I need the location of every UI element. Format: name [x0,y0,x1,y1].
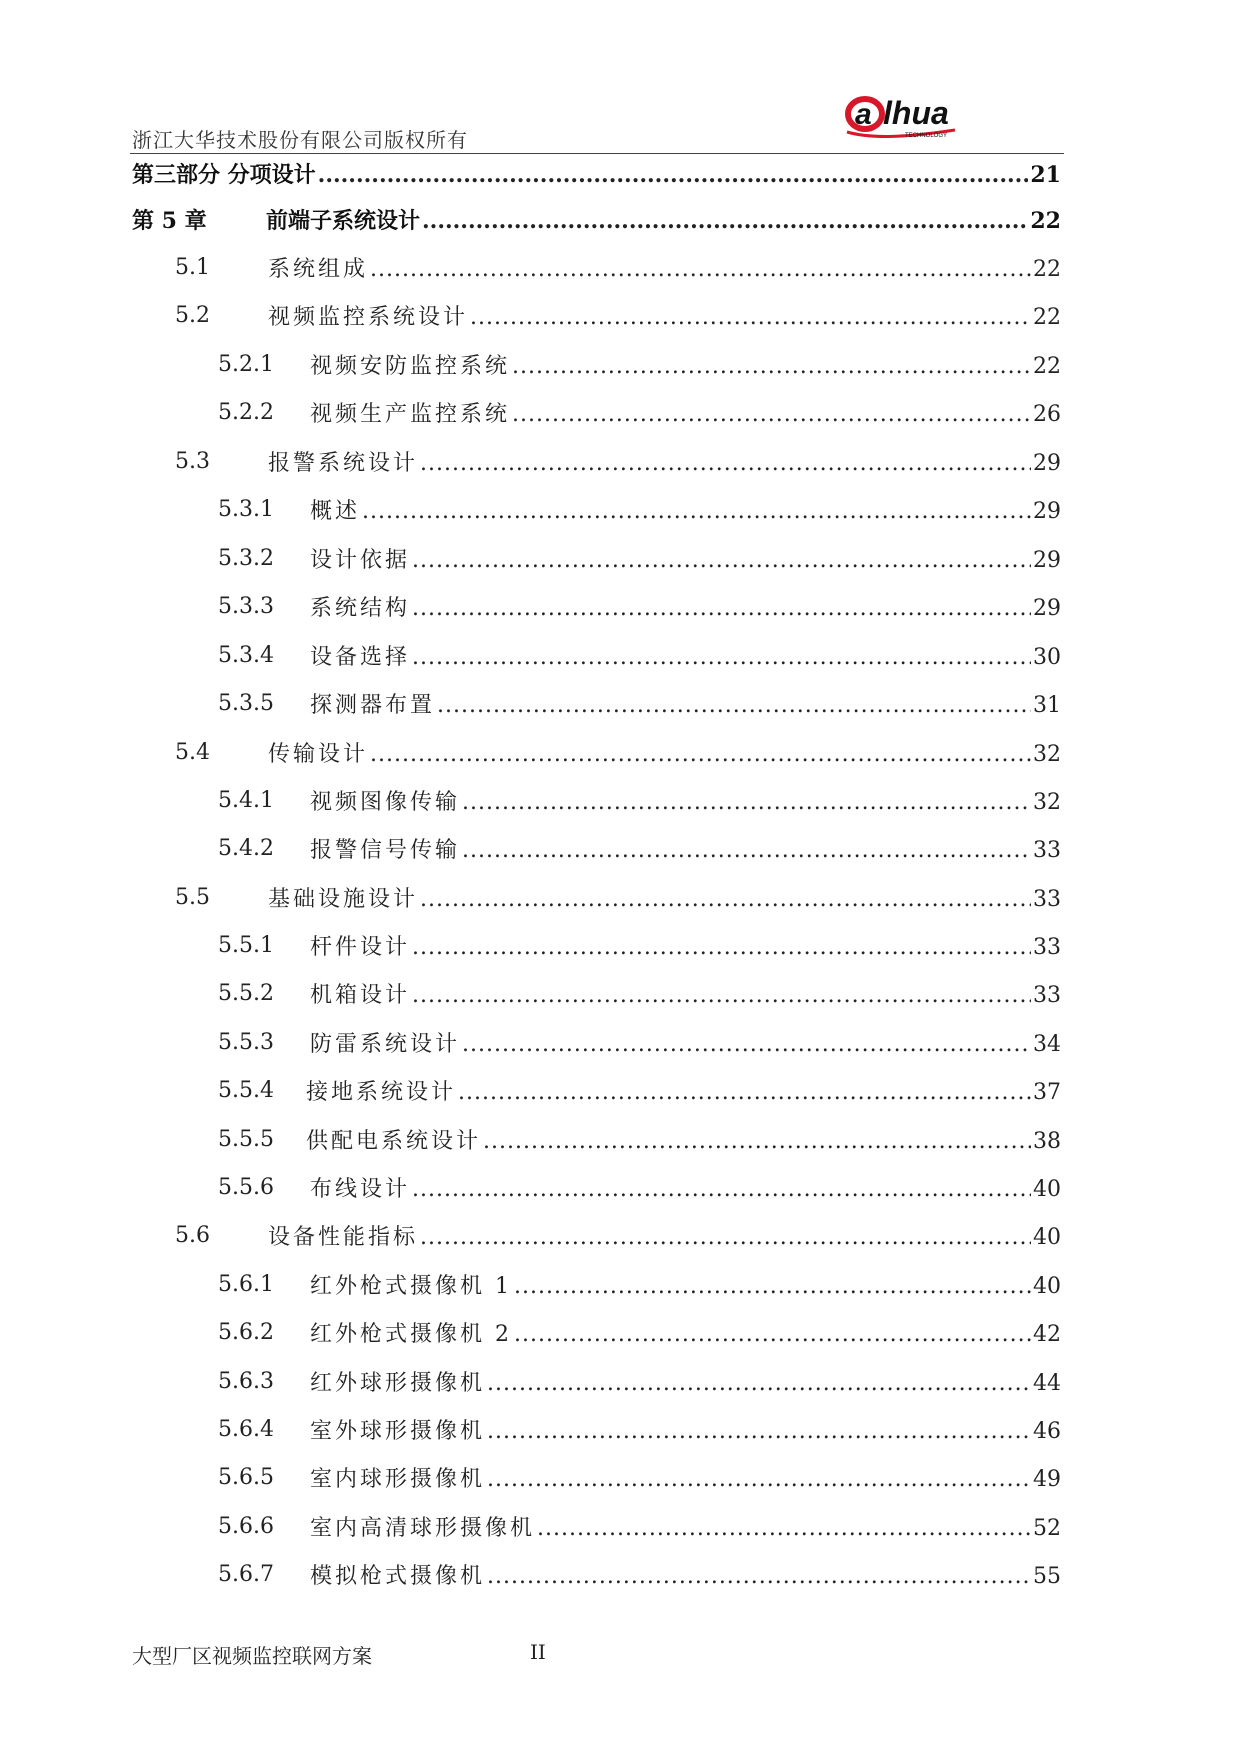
toc-entry-body [310,1414,1061,1445]
toc-title: 探测器布置 [310,692,436,718]
toc-leader [420,1225,1031,1250]
toc-entry[interactable] [0,928,1241,962]
toc-page: 21 [1030,161,1061,188]
toc-number: 5.1 [175,254,210,280]
toc-entry-body [310,591,1061,622]
toc-number: 5.5.6 [218,1174,274,1200]
dahua-logo [845,92,985,142]
toc-number: 5.5.1 [218,932,274,958]
toc-page: 40 [1033,1176,1061,1202]
toc-entry-body [268,252,1061,283]
toc-entry-body [310,930,1061,961]
toc-entry-body [132,158,1061,189]
toc-entry-body [268,882,1061,913]
toc-leader [512,402,1031,427]
toc-leader [420,451,1031,476]
svg-text:TECHNOLOGY: TECHNOLOGY [905,133,948,139]
toc-number: 第 5 章 [132,207,207,234]
toc-title: 视频监控系统设计 [268,304,469,330]
toc-title: 红外球形摄像机 [310,1370,486,1396]
toc-entry[interactable] [0,783,1241,817]
toc-page: 31 [1033,692,1061,718]
toc-page: 33 [1033,982,1061,1008]
toc-page: 40 [1033,1224,1061,1250]
toc-page: 49 [1033,1466,1061,1492]
toc-entry[interactable] [0,1267,1241,1301]
svg-text:lhua: lhua [883,95,949,131]
toc-leader [437,693,1031,718]
toc-number: 5.6.1 [218,1271,274,1297]
toc-number: 5.2.1 [218,351,274,377]
toc-page: 40 [1033,1273,1061,1299]
toc-entry[interactable] [0,156,1241,190]
toc-leader [422,208,1028,234]
toc-entry-body [266,204,1061,235]
toc-entry[interactable] [0,1122,1241,1156]
toc-leader [412,935,1031,960]
toc-number: 5.6.6 [218,1513,274,1539]
toc-entry[interactable] [0,395,1241,429]
toc-title: 第三部分 分项设计 [132,161,316,188]
toc-leader [318,162,1029,188]
toc-entry[interactable] [0,1509,1241,1543]
toc-title: 红外枪式摄像机 2 [310,1321,512,1347]
toc-leader [487,1371,1031,1396]
toc-entry[interactable] [0,686,1241,720]
toc-page: 22 [1030,207,1061,234]
toc-entry-body [310,1027,1061,1058]
toc-title: 报警系统设计 [268,450,419,476]
toc-entry[interactable] [0,541,1241,575]
toc-leader [412,983,1031,1008]
toc-entry[interactable] [0,1315,1241,1349]
toc-entry-body [268,300,1061,331]
toc-page: 32 [1033,741,1061,767]
header-rule [130,153,1064,154]
toc-title: 视频安防监控系统 [310,353,511,379]
toc-title: 传输设计 [268,741,369,767]
toc-page: 29 [1033,547,1061,573]
toc-leader [487,1419,1031,1444]
toc-entry[interactable] [0,976,1241,1010]
toc-page: 37 [1033,1079,1061,1105]
toc-entry[interactable] [0,1073,1241,1107]
toc-number: 5.3.2 [218,545,274,571]
toc-entry[interactable] [0,1557,1241,1591]
toc-number: 5.5.3 [218,1029,274,1055]
toc-entry[interactable] [0,444,1241,478]
toc-leader [412,548,1031,573]
header-copyright: 浙江大华技术股份有限公司版权所有 [132,128,468,152]
toc-entry[interactable] [0,347,1241,381]
toc-number: 5.6 [175,1222,210,1248]
toc-title: 设备性能指标 [268,1224,419,1250]
toc-number: 5.5 [175,884,210,910]
toc-page: 33 [1033,934,1061,960]
toc-leader [470,305,1031,330]
toc-entry-body [310,494,1061,525]
toc-page: 34 [1033,1031,1061,1057]
toc-leader [514,1274,1031,1299]
toc-title: 防雷系统设计 [310,1031,461,1057]
toc-title: 室内高清球形摄像机 [310,1515,536,1541]
toc-number: 5.6.5 [218,1464,274,1490]
toc-leader [487,1564,1031,1589]
toc-entry-body [310,1317,1061,1348]
toc-entry-body [268,737,1061,768]
toc-entry-body [310,978,1061,1009]
toc-page: 26 [1033,401,1061,427]
toc-leader [370,742,1031,767]
toc-title: 布线设计 [310,1176,411,1202]
toc-title: 前端子系统设计 [266,207,421,234]
toc-number: 5.5.2 [218,980,274,1006]
toc-title: 机箱设计 [310,982,411,1008]
toc-entry-body [310,397,1061,428]
toc-entry-body [310,1559,1061,1590]
toc-entry-body [310,1269,1061,1300]
toc-title: 视频图像传输 [310,789,461,815]
toc-title: 系统组成 [268,256,369,282]
toc-leader [362,499,1031,524]
toc-entry-body [310,1511,1061,1542]
toc-page: 38 [1033,1128,1061,1154]
toc-entry[interactable] [0,1364,1241,1398]
toc-number: 5.3.3 [218,593,274,619]
toc-number: 5.6.2 [218,1319,274,1345]
toc-page: 30 [1033,644,1061,670]
toc-page: 42 [1033,1321,1061,1347]
toc-entry-body [310,640,1061,671]
toc-leader [483,1129,1031,1154]
toc-leader [412,645,1031,670]
toc-title: 室外球形摄像机 [310,1418,486,1444]
toc-leader [537,1516,1031,1541]
toc-page: 33 [1033,886,1061,912]
toc-entry[interactable] [0,1025,1241,1059]
toc-entry-body [268,446,1061,477]
toc-title: 设计依据 [310,547,411,573]
toc-entry-body [310,785,1061,816]
toc-leader [412,596,1031,621]
toc-page: 44 [1033,1370,1061,1396]
toc-page: 29 [1033,498,1061,524]
toc-entry[interactable] [0,1412,1241,1446]
toc-leader [462,1032,1031,1057]
toc-leader [370,257,1031,282]
toc-title: 接地系统设计 [306,1079,457,1105]
toc-number: 5.3 [175,448,210,474]
toc-leader [458,1080,1031,1105]
toc-title: 概述 [310,498,361,524]
toc-number: 5.4.2 [218,835,274,861]
toc-entry-body [310,688,1061,719]
toc-number: 5.6.7 [218,1561,274,1587]
toc-number: 5.3.4 [218,642,274,668]
toc-page: 22 [1033,353,1061,379]
toc-number: 5.5.5 [218,1126,274,1152]
toc-entry[interactable] [0,589,1241,623]
toc-number: 5.6.3 [218,1368,274,1394]
toc-leader [512,354,1031,379]
toc-title: 设备选择 [310,644,411,670]
toc-entry-body [268,1220,1061,1251]
toc-number: 5.5.4 [218,1077,274,1103]
dahua-logo-icon [845,92,985,142]
toc-entry-body [310,1462,1061,1493]
toc-page: 55 [1033,1563,1061,1589]
toc-entry[interactable] [0,831,1241,865]
toc-entry-body [306,1124,1061,1155]
toc-title: 基础设施设计 [268,886,419,912]
toc-entry-body [310,833,1061,864]
toc-entry-body [310,543,1061,574]
toc-entry[interactable] [0,735,1241,769]
toc-title: 报警信号传输 [310,837,461,863]
toc-entry[interactable] [0,202,1241,236]
toc-number: 5.4 [175,739,210,765]
svg-text:a: a [855,98,872,131]
toc-entry[interactable] [0,1460,1241,1494]
toc-entry[interactable] [0,638,1241,672]
toc-leader [462,790,1031,815]
toc-leader [412,1177,1031,1202]
toc-number: 5.6.4 [218,1416,274,1442]
toc-leader [420,887,1031,912]
toc-entry[interactable] [0,492,1241,526]
toc-entry-body [310,1172,1061,1203]
toc-title: 供配电系统设计 [306,1128,482,1154]
toc-entry[interactable] [0,298,1241,332]
footer-title: 大型厂区视频监控联网方案 [132,1644,372,1668]
toc-page: 29 [1033,595,1061,621]
toc-entry-body [306,1075,1061,1106]
toc-number: 5.2 [175,302,210,328]
toc-leader [514,1322,1031,1347]
toc-title: 室内球形摄像机 [310,1466,486,1492]
toc-leader [487,1467,1031,1492]
toc-entry[interactable] [0,1170,1241,1204]
toc-number: 5.3.5 [218,690,274,716]
toc-leader [462,838,1031,863]
toc-page: 29 [1033,450,1061,476]
toc-page: 52 [1033,1515,1061,1541]
toc-title: 杆件设计 [310,934,411,960]
toc-title: 视频生产监控系统 [310,401,511,427]
toc-title: 系统结构 [310,595,411,621]
toc-page: 33 [1033,837,1061,863]
toc-page: 22 [1033,304,1061,330]
toc-entry[interactable] [0,250,1241,284]
toc-number: 5.3.1 [218,496,274,522]
toc-title: 模拟枪式摄像机 [310,1563,486,1589]
toc-page: 32 [1033,789,1061,815]
toc-title: 红外枪式摄像机 1 [310,1273,512,1299]
toc-page: 22 [1033,256,1061,282]
toc-number: 5.4.1 [218,787,274,813]
toc-entry-body [310,349,1061,380]
toc-entry-body [310,1366,1061,1397]
toc-entry[interactable] [0,880,1241,914]
toc-entry[interactable] [0,1218,1241,1252]
toc-number: 5.2.2 [218,399,274,425]
toc-page: 46 [1033,1418,1061,1444]
footer-page-number: II [530,1640,546,1664]
